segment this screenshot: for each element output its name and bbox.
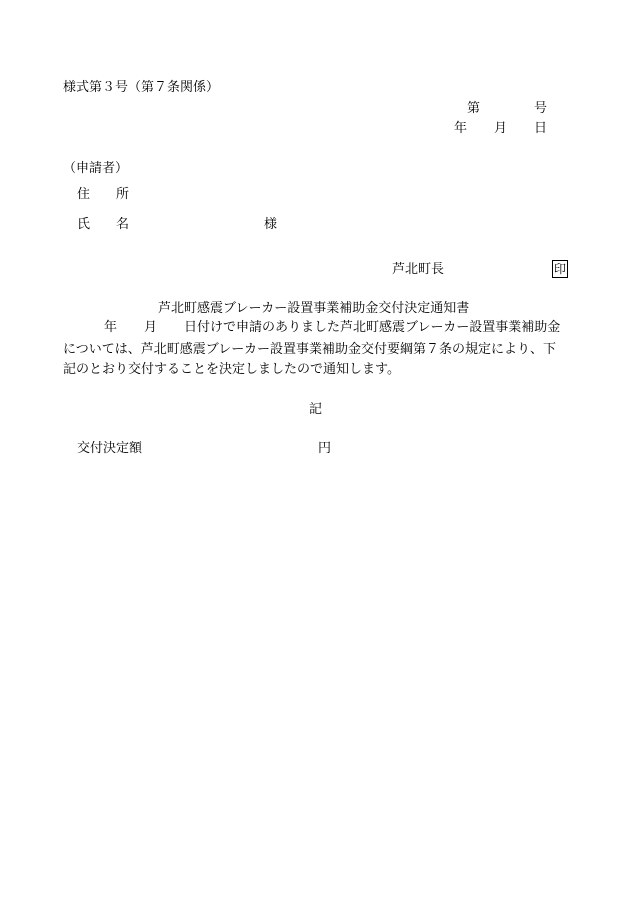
document-number-prefix: 第 — [467, 101, 481, 116]
body-month-label: 月 — [144, 320, 158, 335]
applicant-heading: （申請者） — [63, 161, 129, 176]
body-line-2: については、芦北町感震ブレーカー設置事業補助金交付要綱第７条の規定により、下 — [63, 342, 556, 357]
date-day-label: 日 — [534, 121, 548, 136]
issuer-title: 芦北町長 — [392, 262, 445, 277]
applicant-address-label: 住 所 — [77, 187, 130, 202]
ki-heading: 記 — [309, 402, 323, 417]
amount-unit: 円 — [318, 441, 332, 456]
applicant-honorific: 様 — [264, 217, 278, 232]
amount-label: 交付決定額 — [77, 441, 143, 456]
applicant-name-label: 氏 名 — [77, 217, 130, 232]
body-line-1-text: 日付けで申請のありました芦北町感震ブレーカー設置事業補助金 — [184, 320, 561, 335]
date-year-label: 年 — [454, 121, 468, 136]
seal-mark: 印 — [553, 262, 566, 276]
document-number-suffix: 号 — [534, 101, 548, 116]
body-year-label: 年 — [104, 320, 118, 335]
date-month-label: 月 — [494, 121, 508, 136]
body-line-3: 記のとおり交付することを決定しましたので通知します。 — [63, 362, 400, 377]
document-title: 芦北町感震ブレーカー設置事業補助金交付決定通知書 — [158, 301, 470, 316]
form-label: 様式第３号（第７条関係） — [63, 80, 220, 95]
